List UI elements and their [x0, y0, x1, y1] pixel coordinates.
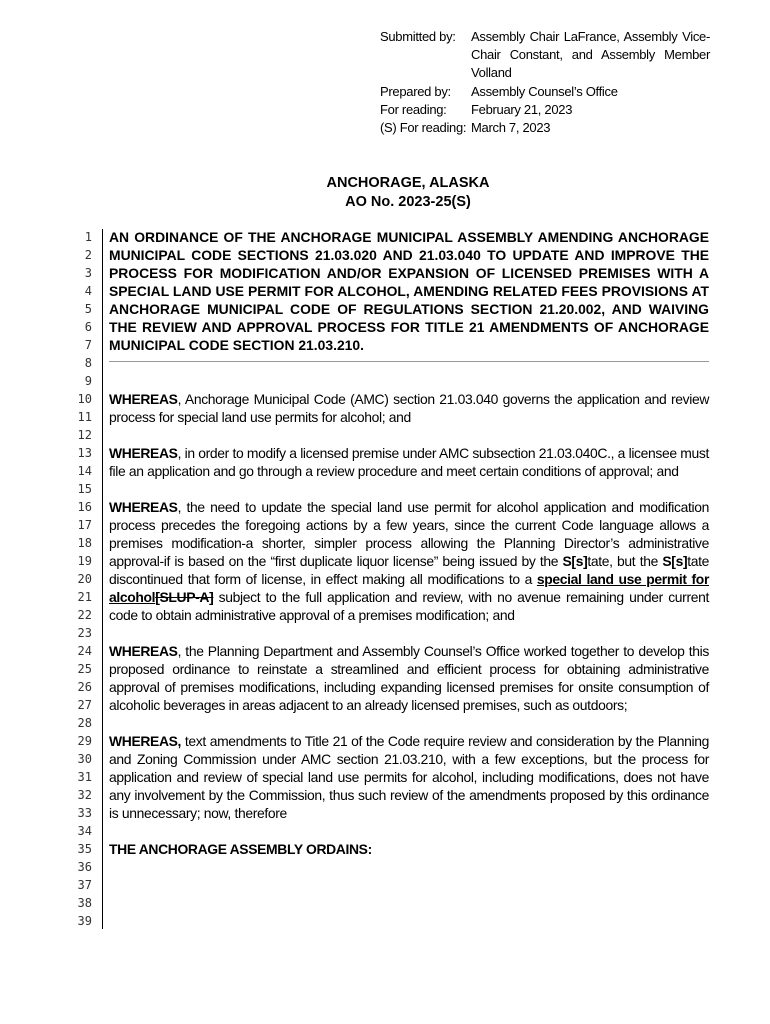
whereas-paragraph-5 — [109, 732, 709, 822]
line-number: 21 — [77, 590, 92, 604]
line-number: 25 — [77, 662, 92, 676]
line-number: 26 — [77, 680, 92, 694]
line-number: 17 — [77, 518, 92, 532]
whereas-label: WHEREAS, — [109, 733, 182, 749]
prepared-by-value: Assembly Counsel’s Office — [471, 83, 618, 99]
line-number: 8 — [84, 356, 92, 370]
line-number: 2 — [84, 248, 92, 262]
line-number: 29 — [77, 734, 92, 748]
for-reading-row — [380, 101, 710, 119]
line-number: 32 — [77, 788, 92, 802]
line-number: 27 — [77, 698, 92, 712]
submission-header — [380, 28, 710, 137]
line-number: 11 — [77, 410, 92, 424]
for-reading-label: For reading: — [380, 101, 447, 117]
line-number: 30 — [77, 752, 92, 766]
line-number: 36 — [77, 860, 92, 874]
for-reading-value: February 21, 2023 — [471, 101, 573, 117]
document-title-number: AO No. 2023-25(S) — [345, 194, 471, 210]
whereas-label: WHEREAS — [109, 391, 178, 407]
line-number: 33 — [77, 806, 92, 820]
inserted-text: special land use permit for alcohol — [109, 571, 709, 605]
line-number: 31 — [77, 770, 92, 784]
line-number: 1 — [84, 230, 92, 244]
line-number: 19 — [77, 554, 92, 568]
s-for-reading-label: (S) For reading: — [380, 120, 467, 136]
whereas-paragraph-3 — [109, 498, 709, 624]
line-number: 39 — [77, 914, 92, 928]
line-number: 18 — [77, 536, 92, 550]
line-number: 7 — [84, 338, 92, 352]
line-number: 6 — [84, 320, 92, 334]
prepared-by-label: Prepared by: — [380, 83, 451, 99]
state-amendment-1: S[s] — [562, 553, 588, 569]
s-for-reading-value: March 7, 2023 — [471, 120, 551, 136]
line-number: 13 — [77, 446, 92, 460]
line-number: 23 — [77, 626, 92, 640]
whereas-paragraph-1 — [109, 390, 709, 426]
title-divider — [109, 354, 709, 372]
ordinance-body — [109, 228, 709, 858]
line-number: 34 — [77, 824, 92, 838]
whereas-4-text: , the Planning Department and Assembly Counsel’s Office worked together to develop this proposed ordinance to reinstate a streamlined and efficient process for obtaining administrative approval of premises modifications, including expanding licensed premises for onsite consumption of alcoholic beverages in areas adjacent to an already licensed premises, such as outdoors; — [109, 643, 709, 713]
line-number: 22 — [77, 608, 92, 622]
line-number: 38 — [77, 896, 92, 910]
submitted-by-value: Assembly Chair LaFrance, Assembly Vice-Chair Constant, and Assembly Member Volland — [471, 29, 710, 81]
whereas-5-text: text amendments to Title 21 of the Code require review and consideration by the Planning and Zoning Commission under AMC section 21.03.210, with a few exceptions, but the process for application and review of special land use permits for alcohol, including modifications, does not have any involvement by the Commission, thus such review of the amendments proposed by this ordinance is unnecessary; now, therefore — [109, 733, 709, 821]
whereas-3-text-b: tate, but the — [587, 553, 663, 569]
deleted-text: [SLUP-A] — [155, 589, 214, 605]
whereas-3-text-c: tate discontinued that form of license, in effect making all modifications to a — [109, 553, 709, 587]
whereas-3-text-a: , the need to update the special land use permit for alcohol application and modification process precedes the foregoing actions by a few years, since the current Code language allows a premises modification-a shorter, simpler process allowing the Planning Director’s administrative approval-if is based on the “first duplicate liquor license” being issued by the — [109, 499, 709, 569]
line-number: 35 — [77, 842, 92, 856]
line-number: 10 — [77, 392, 92, 406]
whereas-paragraph-2 — [109, 444, 709, 480]
ordains-heading: THE ANCHORAGE ASSEMBLY ORDAINS: — [109, 841, 372, 857]
whereas-paragraph-4 — [109, 642, 709, 714]
line-number: 28 — [77, 716, 92, 730]
line-number: 4 — [84, 284, 92, 298]
state-amendment-2: S[s] — [662, 553, 688, 569]
whereas-label: WHEREAS — [109, 643, 178, 659]
line-number: 9 — [84, 374, 92, 388]
line-number: 3 — [84, 266, 92, 280]
line-number: 37 — [77, 878, 92, 892]
document-title-city: ANCHORAGE, ALASKA — [326, 175, 490, 191]
line-number: 24 — [77, 644, 92, 658]
line-number: 12 — [77, 428, 92, 442]
line-number: 15 — [77, 482, 92, 496]
whereas-2-text: , in order to modify a licensed premise under AMC subsection 21.03.040C., a licensee must file an application and go through a review procedure and meet certain conditions of approval; and — [109, 445, 709, 479]
line-number: 5 — [84, 302, 92, 316]
ordinance-title: AN ORDINANCE OF THE ANCHORAGE MUNICIPAL ASSEMBLY AMENDING ANCHORAGE MUNICIPAL CODE SECTIONS 21.03.020 AND 21.03.040 TO UPDATE AND IMPROVE THE PROCESS FOR MODIFICATION AND/OR EXPANSION OF LICENSED PREMISES WITH A SPECIAL LAND USE PERMIT FOR ALCOHOL, AMENDING RELATED FEES PROVISIONS AT ANCHORAGE MUNICIPAL CODE OF REGULATIONS SECTION 21.20.002, AND WAIVING THE REVIEW AND APPROVAL PROCESS FOR TITLE 21 AMENDMENTS OF ANCHORAGE MUNICIPAL CODE SECTION 21.03.210. — [109, 229, 709, 353]
submitted-by-label: Submitted by: — [380, 29, 456, 44]
prepared-by-row — [380, 83, 710, 101]
margin-rule — [102, 229, 103, 929]
line-number: 16 — [77, 500, 92, 514]
whereas-label: WHEREAS — [109, 499, 178, 515]
whereas-label: WHEREAS — [109, 445, 178, 461]
line-number: 14 — [77, 464, 92, 478]
s-for-reading-row — [380, 119, 710, 137]
whereas-1-text: , Anchorage Municipal Code (AMC) section 21.03.040 governs the application and review process for special land use permits for alcohol; and — [109, 391, 709, 425]
whereas-3-text-d: subject to the full application and review, with no avenue remaining under current code to obtain administrative approval of a premises modification; and — [109, 589, 709, 623]
line-number: 20 — [77, 572, 92, 586]
submitted-by-row — [380, 28, 710, 83]
